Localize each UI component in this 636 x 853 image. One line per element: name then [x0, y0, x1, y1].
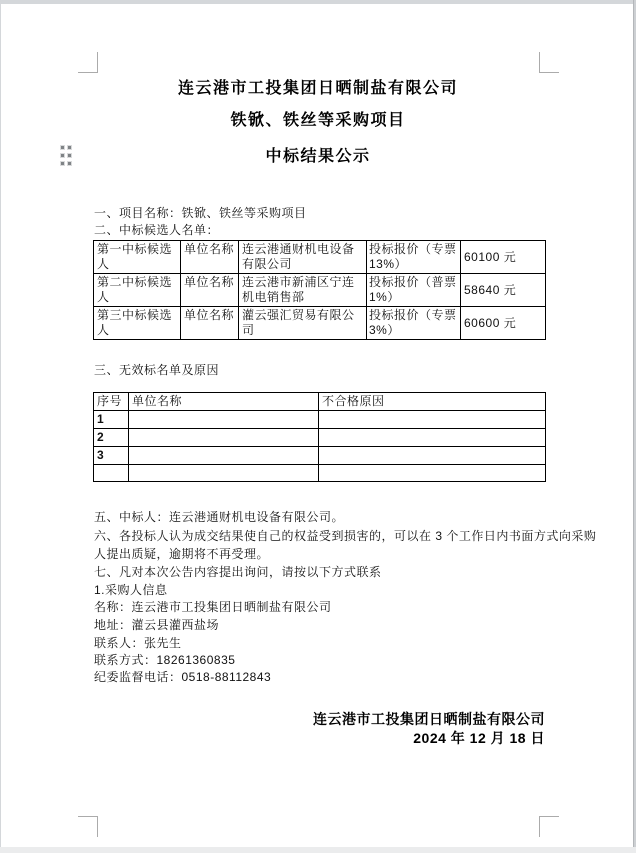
- margin-mark-bottom-left: [78, 816, 98, 837]
- title-company: 连云港市工投集团日晒制盐有限公司: [177, 80, 458, 97]
- cell-seq: 2: [94, 429, 129, 447]
- section-6-objection-line2: 人提出质疑，逾期将不再受理。: [94, 547, 270, 561]
- candidate-rank: 第一中标候选人: [94, 241, 181, 274]
- candidate-rank: 第三中标候选人: [94, 307, 181, 340]
- cell-reason: [319, 411, 546, 429]
- margin-mark-top-left: [78, 52, 98, 73]
- candidate-company: 连云港市新浦区宁连机电销售部: [239, 274, 367, 307]
- candidate-price: 58640 元: [461, 274, 546, 307]
- candidates-table: [93, 240, 546, 340]
- candidate-rank: 第二中标候选人: [94, 274, 181, 307]
- signature-date: 2024 年 12 月 18 日: [413, 730, 545, 746]
- candidate-price: 60600 元: [461, 307, 546, 340]
- signature-company: 连云港市工投集团日晒制盐有限公司: [313, 711, 545, 727]
- section-5-winner: 五、中标人：连云港通财机电设备有限公司。: [94, 510, 345, 524]
- table-row: [94, 447, 546, 465]
- contact-phone: 联系方式：18261360835: [94, 653, 236, 667]
- cell-reason: [319, 465, 546, 482]
- table-row: [94, 465, 546, 482]
- table-row: [94, 411, 546, 429]
- header-reason: 不合格原因: [319, 393, 546, 411]
- candidate-quote: 投标报价（普票 1%）: [367, 274, 461, 307]
- title-project: 铁锨、铁丝等采购项目: [230, 112, 406, 129]
- cell-company: [129, 465, 319, 482]
- section-2-candidate-list: 二、中标候选人名单：: [94, 223, 220, 237]
- contact-person: 联系人：张先生: [94, 636, 182, 650]
- purchaser-info-heading: 1.采购人信息: [94, 583, 168, 597]
- header-company: 单位名称: [129, 393, 319, 411]
- cell-seq: 3: [94, 447, 129, 465]
- table-row: [94, 307, 546, 340]
- margin-mark-top-right: [539, 52, 559, 73]
- contact-supervision-phone: 纪委监督电话：0518-88112843: [94, 670, 272, 684]
- cell-reason: [319, 447, 546, 465]
- contact-name: 名称：连云港市工投集团日晒制盐有限公司: [94, 600, 332, 614]
- candidate-label: 单位名称: [181, 307, 239, 340]
- cell-company: [129, 429, 319, 447]
- cell-seq: [94, 465, 129, 482]
- candidate-company: 连云港通财机电设备有限公司: [239, 241, 367, 274]
- table-header-row: [94, 393, 546, 411]
- candidate-label: 单位名称: [181, 274, 239, 307]
- section-6-objection-line1: 六、各投标人认为成交结果使自己的权益受到损害的，可以在 3 个工作日内书面方式向采购: [94, 529, 597, 543]
- candidate-company: 灌云强汇贸易有限公司: [239, 307, 367, 340]
- candidate-label: 单位名称: [181, 241, 239, 274]
- candidate-quote: 投标报价（专票 3%）: [367, 307, 461, 340]
- cell-reason: [319, 429, 546, 447]
- section-3-invalid-bids: 三、无效标名单及原因: [94, 363, 220, 377]
- candidate-quote: 投标报价（专票 13%）: [367, 241, 461, 274]
- table-row: [94, 274, 546, 307]
- table-row: [94, 429, 546, 447]
- margin-mark-bottom-right: [539, 816, 559, 837]
- contact-address: 地址：灌云县灌西盐场: [94, 618, 220, 632]
- candidate-price: 60100 元: [461, 241, 546, 274]
- section-1-project-name: 一、项目名称：铁锨、铁丝等采购项目: [94, 206, 307, 220]
- cell-company: [129, 447, 319, 465]
- table-row: [94, 241, 546, 274]
- header-seq: 序号: [94, 393, 129, 411]
- section-7-inquiry: 七、凡对本次公告内容提出询问，请按以下方式联系: [94, 565, 382, 579]
- cell-seq: 1: [94, 411, 129, 429]
- cell-company: [129, 411, 319, 429]
- title-announcement: 中标结果公示: [265, 148, 371, 165]
- page-bottom-edge: [0, 847, 636, 853]
- invalid-bids-table: [93, 392, 546, 482]
